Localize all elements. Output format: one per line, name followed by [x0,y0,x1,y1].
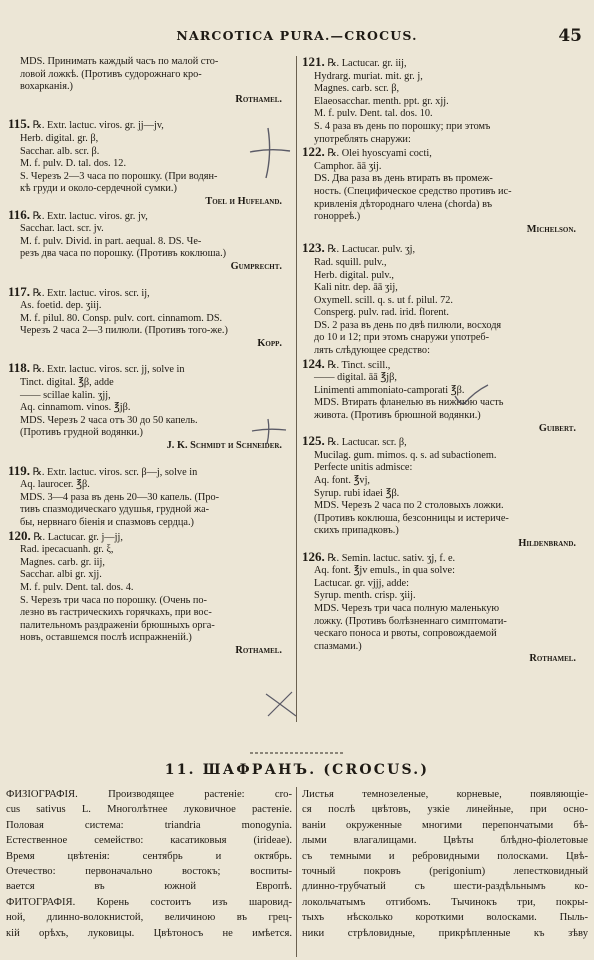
recipe-author: Rothamel. [235,93,282,105]
ornamental-divider [250,750,344,756]
text-line: Herb. digital. gr. β, [20,132,99,144]
text-line: Lactucar. gr. vjjj, adde: [314,577,409,589]
recipe-number: 119. [8,464,31,478]
recipe-heading [8,530,292,545]
text-line: Aq. cinnamom. vinos. ℥jβ. [20,402,131,414]
recipe-heading [302,435,586,450]
description-line: ся послѣ цвѣтовъ, узкіе линейные, при осно- [302,804,588,816]
recipe-heading [302,551,586,566]
text-line: M. f. pulv. D. tal. dos. 12. [20,158,127,170]
text-line: Magnes. carb. gr. iij, [20,556,105,568]
description-line: ФИЗІОГРАФІЯ. Производящее растеніе: cro- [6,789,292,800]
recipe-author: Rothamel. [529,653,576,665]
text-line: —— scillae kalin. ʒjj, [20,389,111,401]
description-right-column [302,787,588,941]
text-line: палительномъ раздраженіи брюшныхъ орга- [20,619,215,631]
text-line: ческаго поноса и рвоты, сопровождаемой [314,628,497,640]
recipe-author: Michelson. [526,223,576,235]
description-line: точный покровъ (perigonium) лепестковидный [302,866,588,878]
text-line: живота. (Противъ брюшной водянки.) [314,410,481,422]
text-line: спазмами.) [314,640,362,652]
recipe-first-line: ℞. Olei hyoscyami cocti, [324,148,432,160]
spacer [8,350,292,362]
text-line: новъ, оставшемся послѣ испражненій.) [20,632,192,644]
text-line: Rad. ipecacuanh. gr. ξ, [20,544,114,556]
text-line: употреблять снаружи: [314,133,411,145]
text-line: Sacchar. alb. scr. β. [20,145,100,157]
text-line: (Противъ грудной водянки.) [20,427,143,439]
description-line: Отечество: первоначально востокъ; воспиты- [6,866,292,878]
recipe-author: Hildenbrand. [518,537,576,549]
pencil-cross-mark [262,688,300,720]
recipe-heading [302,56,586,71]
description-line: ваніи окруженные многими перепончатыми бѣ- [302,819,588,831]
description-line: cus sativus L. Многолѣтнее луковичное растеніе. [6,804,292,816]
recipe-author: J. K. Schmidt и Schneider. [166,440,282,452]
description-line: длинно-трубчатый съ шести-раздѣльнымъ ко- [302,881,588,893]
text-line: MDS. 3—4 раза въ день 20—30 капель. (Про- [20,491,220,503]
recipe-number: 124. [302,357,325,371]
recipe-number: 118. [8,362,31,376]
text-line: Syrup. rubi idaei ℥β. [314,487,400,499]
text-line: до 10 и 12; при этомъ снаружи употреб- [314,332,490,344]
text-line: тивъ спазмодическаго удушья, грудной жа- [20,504,210,516]
running-head: NARCOTICA PURA.—CROCUS. [176,28,418,43]
text-line: резъ два часа по порошку. (Противъ коклюша.) [20,248,227,260]
description-line: лыми влагалищами. Цвѣты блѣдно-фіолетовые [302,835,588,847]
text-line: S. Черезъ 2—3 часа по порошку. (При водян- [20,170,218,182]
text-line: Camphor. āā ʒij. [314,160,382,172]
text-line: Herb. digital. pulv., [314,269,394,281]
description-line: ники стрѣловидные, прикрѣпленные къ зѣву [302,927,588,939]
text-line: Черезъ 2 часа 2—3 пилюли. (Противъ того-же.) [20,325,228,337]
text-line: скихъ припадковъ.) [314,525,399,537]
text-line: лезно въ гастрическихъ горячкахъ, при вос- [20,607,212,619]
recipe-number: 123. [302,242,325,256]
text-line: ловой ложкѣ. (Противъ судорожнаго кро- [20,68,202,80]
text-line: Mucilag. gum. mimos. q. s. ad subactionem. [314,449,497,461]
page-header [0,26,594,48]
recipe-heading [8,286,292,301]
recipe-author: Guibert. [538,422,576,434]
text-line: Consperg. pulv. rad. irid. florent. [314,307,449,319]
description-line: Листья темнозеленые, корневые, появляющіе- [302,789,588,800]
text-line: S. Черезъ три часа по порошку. (Очень по- [20,594,207,606]
recipe-heading [8,209,292,224]
recipe-first-line: ℞. Extr. lactuc. viros. scr. jj, solve in [30,364,185,376]
recipe-author: Toel и Hufeland. [205,195,282,207]
recipe-heading [302,146,586,161]
description-line: Время цвѣтенія: сентябрь и октябрь. [6,850,292,862]
text-line: Perfecte unitis admisce: [314,462,413,474]
recipe-number: 122. [302,146,325,160]
text-line: Tinct. digital. ℥β, adde [20,377,114,389]
recipe-number: 117. [8,285,31,299]
text-line: MDS. Втирать фланелью въ нижнюю часть [314,397,504,409]
text-line: Aq. laurocer. ℥β. [20,479,90,491]
text-line: бы, нервнаго біенія и спазмовъ сердца.) [20,517,194,528]
text-line: —— digital. āā ℥jβ, [314,372,397,384]
text-line: ложку. (Противъ болѣзненнаго симптомати- [314,615,507,627]
description-line: ной, длинно-волокнистой, величиною въ грец- [6,912,292,924]
text-line: MDS. Черезъ три часа полную маленькую [314,602,500,614]
description-line: вается въ южной Европѣ. [6,881,292,893]
description-line: ФИТОГРАФІЯ. Корень состоитъ изъ шаровид- [6,896,292,908]
spacer [8,274,292,286]
recipe-author: Rothamel. [235,644,282,656]
description-line: съ темными и ребровидными полосками. Цвѣ- [302,850,588,862]
text-line: Hydrarg. muriat. mit. gr. j, [314,70,423,82]
text-line: DS. 2 раза въ день по двѣ пилюли, восходя [314,319,502,331]
text-line: кривленія дѣтороднаго члена (chorda) въ [314,198,493,210]
recipe-first-line: ℞. Lactucar. scr. β, [324,437,407,449]
recipe-heading [302,358,586,373]
text-line: Aq. font. ℥vj, [314,475,370,486]
recipe-number: 126. [302,550,325,564]
recipe-number: 125. [302,435,325,449]
text-line: M. f. pilul. 80. Consp. pulv. cort. cinnamom. DS. [20,312,223,324]
text-line: MDS. Черезъ 2 часа отъ 30 до 50 капель. [20,414,198,426]
text-line: кѣ груди и около-сердечной сумки.) [20,183,177,195]
text-line: As. foetid. dep. ʒiij. [20,300,102,312]
text-line: MDS. Черезъ 2 часа по 2 столовыхъ ложки. [314,500,504,512]
text-line: Rad. squill. pulv., [314,256,387,268]
text-line: DS. Два раза въ день втирать въ промеж- [314,173,493,185]
text-line: Elaeosacchar. menth. ppt. gr. xjj. [314,95,449,107]
text-line: Kali nitr. dep. āā ʒij, [314,282,398,294]
recipe-first-line: ℞. Lactucar. gr. j—jj, [30,531,123,543]
spacer [8,453,292,465]
recipe-first-line: ℞. Lactucar. pulv. ʒj, [324,244,416,256]
description-line: Половая система: triandria monogynia. [6,819,292,831]
text-line: Sacchar. lact. scr. jv. [20,223,104,235]
description-line: Естественное семейство: касатиковыя (irideae). [6,835,292,847]
text-line: Syrup. menth. crisp. ʒiij. [314,590,416,602]
text-line: Aq. font. ℥jv emuls., in qua solve: [314,565,455,577]
text-line: S. 4 раза въ день по порошку; при этомъ [314,120,491,132]
text-line: гонорреѣ.) [314,211,361,223]
section-title: 11. ШАФРАНЪ. (CROCUS.) [164,762,430,778]
recipe-author: Kopp. [257,337,282,349]
column-divider [296,56,297,722]
text-line: (Противъ коклюша, безсонницы и истериче- [314,512,509,524]
text-line: MDS. Принимать каждый часъ по малой сто- [20,56,219,67]
recipe-heading [302,242,586,257]
recipe-author: Gumprecht. [230,260,282,272]
description-left-column [6,787,292,941]
text-line: M. f. pulv. Dent. tal. dos. 4. [20,581,134,593]
text-line: Linimenti ammoniato-camporati ℥β. [314,384,465,396]
page-number: 45 [558,26,582,46]
recipe-first-line: ℞. Lactucar. gr. iij, [324,58,407,69]
description-line: кій орѣхъ, луковицы. Цвѣтоносъ не имѣется. [6,927,292,939]
recipe-number: 116. [8,208,31,222]
recipe-number: 120. [8,529,31,543]
right-column [302,56,586,666]
column-divider [296,787,297,957]
recipe-first-line: ℞. Extr. lactuc. viros. gr. jj—jv, [30,120,164,132]
pencil-check-mark [452,382,492,408]
text-line: ность. (Специфическое средство противъ ис- [314,185,512,197]
text-line: лять слѣдующее средство: [314,345,430,357]
recipe-first-line: ℞. Extr. lactuc. viros. gr. jv, [30,210,148,222]
recipe-heading [8,465,292,480]
spacer [8,106,292,118]
text-line: Magnes. carb. scr. β, [314,83,400,95]
text-line: M. f. pulv. Dent. tal. dos. 10. [314,108,433,120]
text-line: вохарканія.) [20,81,73,93]
recipe-first-line: ℞. Extr. lactuc. viros. scr. β—j, solve in [30,466,198,478]
text-line: Sacchar. albi gr. xjj. [20,569,102,581]
description-line: локольчатымъ отгибомъ. Тычинокъ три, покры- [302,896,588,908]
recipe-heading [8,362,292,377]
recipe-number: 121. [302,56,325,69]
recipe-number: 115. [8,118,31,132]
pencil-cross-mark [244,124,294,180]
pencil-cross-mark [248,416,290,446]
recipe-first-line: ℞. Tinct. scill., [324,359,391,371]
description-line: тыхъ нѣсколько короткими волосками. Пыль- [302,912,588,924]
recipe-first-line: ℞. Extr. lactuc. viros. scr. ij, [30,287,150,299]
text-line: Oxymell. scill. q. s. ut f. pilul. 72. [314,294,454,306]
recipe-first-line: ℞. Semin. lactuc. sativ. ʒj, f. e. [324,552,456,564]
text-line: M. f. pulv. Divid. in part. aequal. 8. DS. Че- [20,235,202,247]
